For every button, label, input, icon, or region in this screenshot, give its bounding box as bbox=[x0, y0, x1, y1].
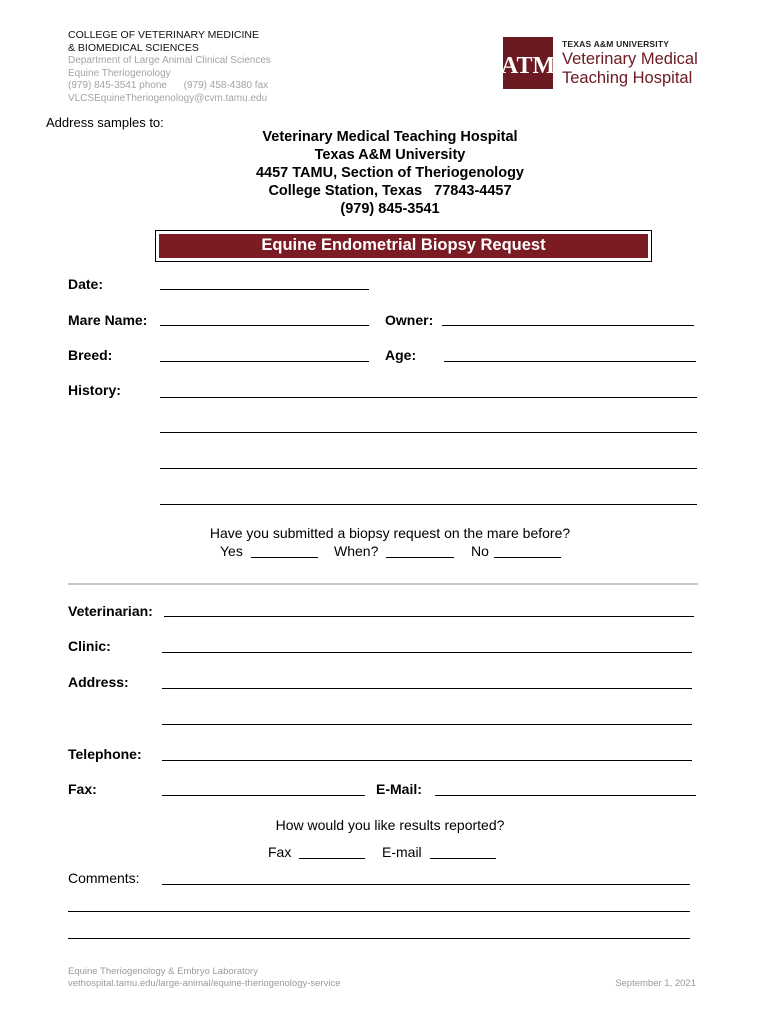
results-email-field[interactable] bbox=[430, 858, 496, 859]
history-field-line2[interactable] bbox=[160, 432, 697, 433]
college-name-line2: & BIOMEDICAL SCIENCES bbox=[68, 42, 199, 54]
owner-label: Owner: bbox=[385, 312, 434, 328]
prior-when-field[interactable] bbox=[386, 557, 454, 558]
fax-field[interactable] bbox=[162, 795, 365, 796]
results-email-label: E-mail bbox=[382, 844, 422, 860]
address-field-line1[interactable] bbox=[162, 688, 692, 689]
clinic-field[interactable] bbox=[162, 652, 692, 653]
prior-yes-field[interactable] bbox=[251, 557, 318, 558]
mare-name-label: Mare Name: bbox=[68, 312, 148, 328]
age-field[interactable] bbox=[444, 361, 696, 362]
prior-yes-label: Yes bbox=[220, 543, 243, 559]
results-fax-field[interactable] bbox=[299, 858, 365, 859]
results-question: How would you like results reported? bbox=[275, 817, 505, 833]
email-field[interactable] bbox=[435, 795, 696, 796]
history-field-line1[interactable] bbox=[160, 397, 697, 398]
date-field[interactable] bbox=[160, 289, 369, 290]
prior-request-question: Have you submitted a biopsy request on the mare before? bbox=[209, 525, 571, 541]
email-label: E-Mail: bbox=[376, 781, 422, 797]
address-line2: Texas A&M University bbox=[314, 147, 466, 163]
section-divider bbox=[68, 583, 698, 585]
prior-no-label: No bbox=[471, 543, 489, 559]
footer-url: vethospital.tamu.edu/large-animal/equine-theriogenology-service bbox=[68, 978, 341, 989]
address-line4: College Station, Texas 77843-4457 bbox=[268, 183, 512, 199]
comments-label: Comments: bbox=[68, 870, 140, 886]
logo-university-name: TEXAS A&M UNIVERSITY bbox=[562, 39, 670, 49]
form-title: Equine Endometrial Biopsy Request bbox=[159, 234, 648, 258]
logo-hospital-line2: Teaching Hospital bbox=[562, 69, 693, 87]
comments-field-line1[interactable] bbox=[162, 884, 690, 885]
address-field-line2[interactable] bbox=[162, 724, 692, 725]
address-label: Address: bbox=[68, 674, 129, 690]
comments-field-line3[interactable] bbox=[68, 938, 690, 939]
logo-mark-text: ATM bbox=[503, 53, 553, 79]
fax-label: Fax: bbox=[68, 781, 97, 797]
footer-lab-name: Equine Theriogenology & Embryo Laboratory bbox=[68, 966, 258, 977]
breed-field[interactable] bbox=[160, 361, 369, 362]
breed-label: Breed: bbox=[68, 347, 113, 363]
date-label: Date: bbox=[68, 276, 104, 292]
tamu-logo-mark bbox=[503, 37, 553, 89]
college-name-line1: COLLEGE OF VETERINARY MEDICINE bbox=[68, 29, 259, 41]
atm-logo-icon bbox=[503, 37, 553, 89]
veterinarian-field[interactable] bbox=[164, 616, 694, 617]
address-samples-label: Address samples to: bbox=[46, 115, 164, 130]
mare-name-field[interactable] bbox=[160, 325, 369, 326]
phone-fax-line: (979) 845-3541 phone (979) 458-4380 fax bbox=[68, 80, 269, 91]
age-label: Age: bbox=[385, 347, 417, 363]
address-line5: (979) 845-3541 bbox=[340, 201, 440, 217]
address-line3: 4457 TAMU, Section of Theriogenology bbox=[255, 165, 524, 181]
address-line1: Veterinary Medical Teaching Hospital bbox=[262, 129, 518, 145]
telephone-label: Telephone: bbox=[68, 746, 142, 762]
history-label: History: bbox=[68, 382, 121, 398]
department-name: Department of Large Animal Clinical Sciences bbox=[68, 55, 271, 66]
owner-field[interactable] bbox=[442, 325, 694, 326]
history-field-line3[interactable] bbox=[160, 468, 697, 469]
results-fax-label: Fax bbox=[268, 844, 292, 860]
veterinarian-label: Veterinarian: bbox=[68, 603, 153, 619]
telephone-field[interactable] bbox=[162, 760, 692, 761]
comments-field-line2[interactable] bbox=[68, 911, 690, 912]
form-title-banner bbox=[155, 230, 652, 262]
footer-date: September 1, 2021 bbox=[615, 978, 696, 989]
clinic-label: Clinic: bbox=[68, 638, 111, 654]
contact-email: VLCSEquineTheriogenology@cvm.tamu.edu bbox=[68, 92, 268, 104]
section-name: Equine Theriogenology bbox=[68, 67, 171, 79]
prior-when-label: When? bbox=[334, 543, 379, 559]
logo-hospital-line1: Veterinary Medical bbox=[562, 50, 698, 68]
prior-no-field[interactable] bbox=[494, 557, 561, 558]
history-field-line4[interactable] bbox=[160, 504, 697, 505]
